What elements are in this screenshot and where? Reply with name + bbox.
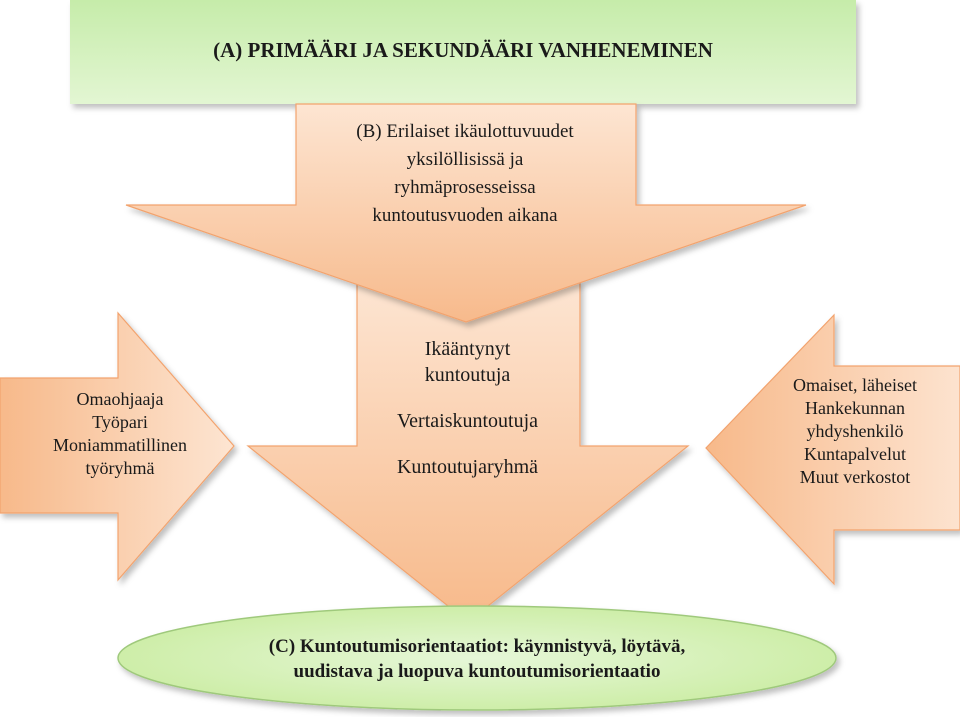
top-arrow-line: yksilöllisissä ja (406, 149, 524, 170)
center-arrow-line: Vertaiskuntoutuja (396, 410, 539, 432)
right-arrow-line: Kuntapalvelut (804, 444, 906, 464)
center-arrow-line: kuntoutuja (424, 364, 511, 386)
top-arrow-label (300, 118, 630, 230)
center-arrow-line: Ikääntynyt (424, 338, 511, 360)
right-arrow-line: Omaiset, läheiset (793, 375, 917, 395)
right-arrow-line: Hankekunnan (805, 398, 905, 418)
ellipse-label (150, 634, 804, 684)
left-arrow-line: Moniammatillinen (53, 435, 187, 455)
right-arrow-label (760, 374, 950, 489)
center-arrow-line: Kuntoutujaryhmä (396, 456, 539, 478)
left-arrow-line: Työpari (92, 412, 148, 432)
banner-title (70, 30, 856, 70)
left-arrow-line: työryhmä (85, 458, 155, 478)
right-arrow-line: yhdyshenkilö (806, 421, 904, 441)
ellipse-line: (C) Kuntoutumisorientaatiot: käynnistyvä, löytävä, (268, 636, 686, 657)
ellipse-line: uudistava ja luopuva kuntoutumisorientaatio (293, 661, 661, 682)
left-arrow-line: Omaohjaaja (76, 389, 164, 409)
top-arrow-line: (B) Erilaiset ikäulottuvuudet (356, 121, 574, 142)
center-arrow-spacer (355, 434, 580, 454)
banner-title-text: (A) PRIMÄÄRI JA SEKUNDÄÄRI VANHENEMINEN (213, 38, 713, 62)
top-arrow-line: ryhmäprosesseissa (394, 177, 536, 198)
left-arrow-label (0, 388, 240, 480)
right-arrow-line: Muut verkostot (799, 467, 911, 487)
top-arrow-line: kuntoutusvuoden aikana (372, 205, 558, 226)
center-arrow-label (355, 336, 580, 480)
center-arrow-spacer (355, 388, 580, 408)
